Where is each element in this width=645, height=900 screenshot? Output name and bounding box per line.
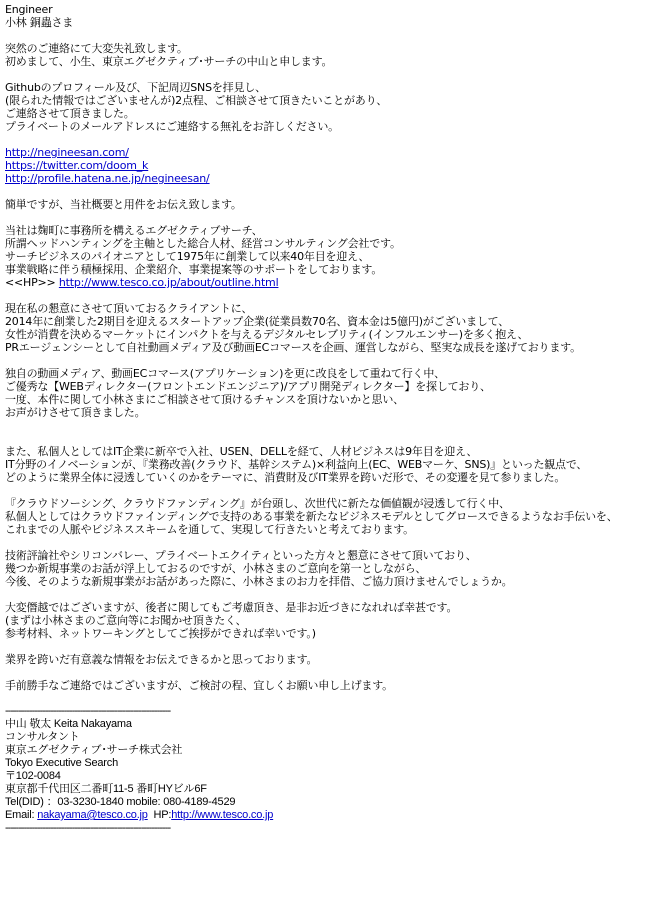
client-line: 女性が消費を決めるマーケットにインパクトを与えるデジタルセレブリティ(インフルエンサー)を多く抱え、 bbox=[5, 328, 529, 341]
recipient-role: Engineer bbox=[5, 3, 53, 16]
personal-line: どのように業界全体に浸透していくのかをテーマに、消費財及びIT業界を跨いだ形で、その変遷を見て参りました。 bbox=[5, 471, 566, 484]
client-line: PRエージェンシーとして自社動画メディア及び動画ECコマースを企画、運営しながら、堅実な成長を遂げております。 bbox=[5, 341, 581, 354]
summary-intro: 簡単ですが、当社概要と用件をお伝え致します。 bbox=[5, 198, 242, 211]
intro-line: 初めまして、小生、東京エグゼクティブ･サーチの中山と申します。 bbox=[5, 55, 333, 68]
signature-hp-link[interactable]: http://www.tesco.co.jp bbox=[171, 809, 274, 821]
signature-company-ja: 東京エグゼクティブ･サーチ株式会社 bbox=[5, 744, 183, 756]
network-line: 今後、そのような新規事業がお話があった際に、小林さまのお力を拝借、ご協力頂けませんでしょうか。 bbox=[5, 575, 513, 588]
signature-company-en: Tokyo Executive Search bbox=[5, 757, 118, 769]
network-line: 技術評論社やシリコンバレー、プライベートエクイティといった方々と懇意にさせて頂いており、 bbox=[5, 549, 477, 562]
reason-line: Githubのプロフィール及び、下記周辺SNSを拝見し、 bbox=[5, 81, 266, 94]
company-line: サーチビジネスのパイオニアとして1975年に創業して以来40年目を迎え、 bbox=[5, 250, 370, 263]
final-line: 手前勝手なご連絡ではございますが、ご検討の程、宜しくお願い申し上げます。 bbox=[5, 679, 393, 692]
personal-line: IT分野のイノベーションが、『業務改善(クラウド、基幹システム)×利益向上(EC、WEBマーケ、SNS)』といった観点で、 bbox=[5, 458, 588, 471]
closing-line: (まずは小林さまのご意向等にお聞かせ頂きたく、 bbox=[5, 614, 247, 627]
crowd-line: 『クラウドソーシング、クラウドファンディング』が台頭し、次世代に新たな価値観が浸透して行く中、 bbox=[5, 497, 510, 510]
company-line: 所謂ヘッドハンティングを主軸とした総合人材、経営コンサルティング会社です。 bbox=[5, 237, 401, 250]
link-twitter[interactable]: https://twitter.com/doom_k bbox=[5, 159, 149, 172]
request-line: 独自の動画メディア、動画ECコマース(アプリケーション)を更に改良をして重ねて行く中、 bbox=[5, 367, 445, 380]
link-company-outline[interactable]: http://www.tesco.co.jp/about/outline.html bbox=[58, 276, 279, 289]
recipient-name: 小林 銅蟲さま bbox=[5, 16, 74, 29]
network-line: 幾つか新規事業のお話が浮上しておるのですが、小林さまのご意向を第一としながら、 bbox=[5, 562, 427, 575]
signature-address: 東京都千代田区二番町11-5 番町HYビル6F bbox=[5, 783, 207, 795]
reason-line: ご連絡させて頂きました。 bbox=[5, 107, 135, 120]
request-line: 一度、本件に関して小林さまにご相談させて頂けるチャンスを頂けないかと思い、 bbox=[5, 393, 404, 406]
closing-line: 参考材料、ネットワーキングとしてご挨拶ができれば幸いです。) bbox=[5, 627, 316, 640]
request-line: ご優秀な【WEBディレクター(フロントエンドエンジニア)/アプリ開発ディレクター】を探しており、 bbox=[5, 380, 491, 393]
crowd-line: 私個人としてはクラウドファインディングで支持のある事業を新たなビジネスモデルとしてグロースできるようなお手伝いを、 bbox=[5, 510, 618, 523]
company-line: 当社は麹町に事務所を構えるエグゼクティブサーチ、 bbox=[5, 224, 263, 237]
personal-line: また、私個人としてはIT企業に新卒で入社、USEN、DELLを経て、人材ビジネスは9年目を迎え、 bbox=[5, 445, 478, 458]
company-line: 事業戦略に伴う積極採用、企業紹介、事業提案等のサポートをしております。 bbox=[5, 263, 383, 276]
signature-title: コンサルタント bbox=[5, 731, 80, 743]
signature-hp-label: HP: bbox=[147, 809, 172, 821]
signature-postal: 〒102-0084 bbox=[5, 770, 61, 782]
signature-email-label: Email: bbox=[5, 809, 38, 821]
signature-name: 中山 敬太 Keita Nakayama bbox=[5, 718, 132, 730]
request-line: お声がけさせて頂きました。 bbox=[5, 406, 146, 419]
client-line: 2014年に創業した2期目を迎えるスタートアップ企業(従業員数70名、資本金は5億円)がございまして、 bbox=[5, 315, 510, 328]
reason-line: (限られた情報ではございませんが)2点程、ご相談させて頂きたいことがあり、 bbox=[5, 94, 388, 107]
signature-divider-end: -------------------------------------------------------------- bbox=[5, 822, 171, 834]
reason-line: プライベートのメールアドレスにご連絡する無礼をお許しください。 bbox=[5, 120, 339, 133]
signature-tel: Tel(DID) ：03-3230-1840 mobile: 080-4189-4529 bbox=[5, 796, 236, 808]
intro-line: 突然のご連絡にて大変失礼致します。 bbox=[5, 42, 188, 55]
link-blog[interactable]: http://negineesan.com/ bbox=[5, 146, 129, 159]
closing-line: 大変僭越ではございますが、後者に関してもご考慮頂き、是非お近づきになれれば幸甚です。 bbox=[5, 601, 458, 614]
signature-divider: -------------------------------------------------------------- bbox=[5, 705, 171, 717]
crowd-line: これまでの人脈やビジネススキームを通して、実現して行きたいと考えております。 bbox=[5, 523, 414, 536]
hope-line: 業界を跨いだ有意義な情報をお伝えできるかと思っております。 bbox=[5, 653, 318, 666]
hp-label: <<HP>> bbox=[5, 276, 59, 289]
signature-block bbox=[5, 705, 645, 835]
link-hatena[interactable]: http://profile.hatena.ne.jp/negineesan/ bbox=[5, 172, 210, 185]
signature-email-link[interactable]: nakayama@tesco.co.jp bbox=[37, 809, 148, 821]
client-line: 現在私の懇意にさせて頂いておるクライアントに、 bbox=[5, 302, 253, 315]
